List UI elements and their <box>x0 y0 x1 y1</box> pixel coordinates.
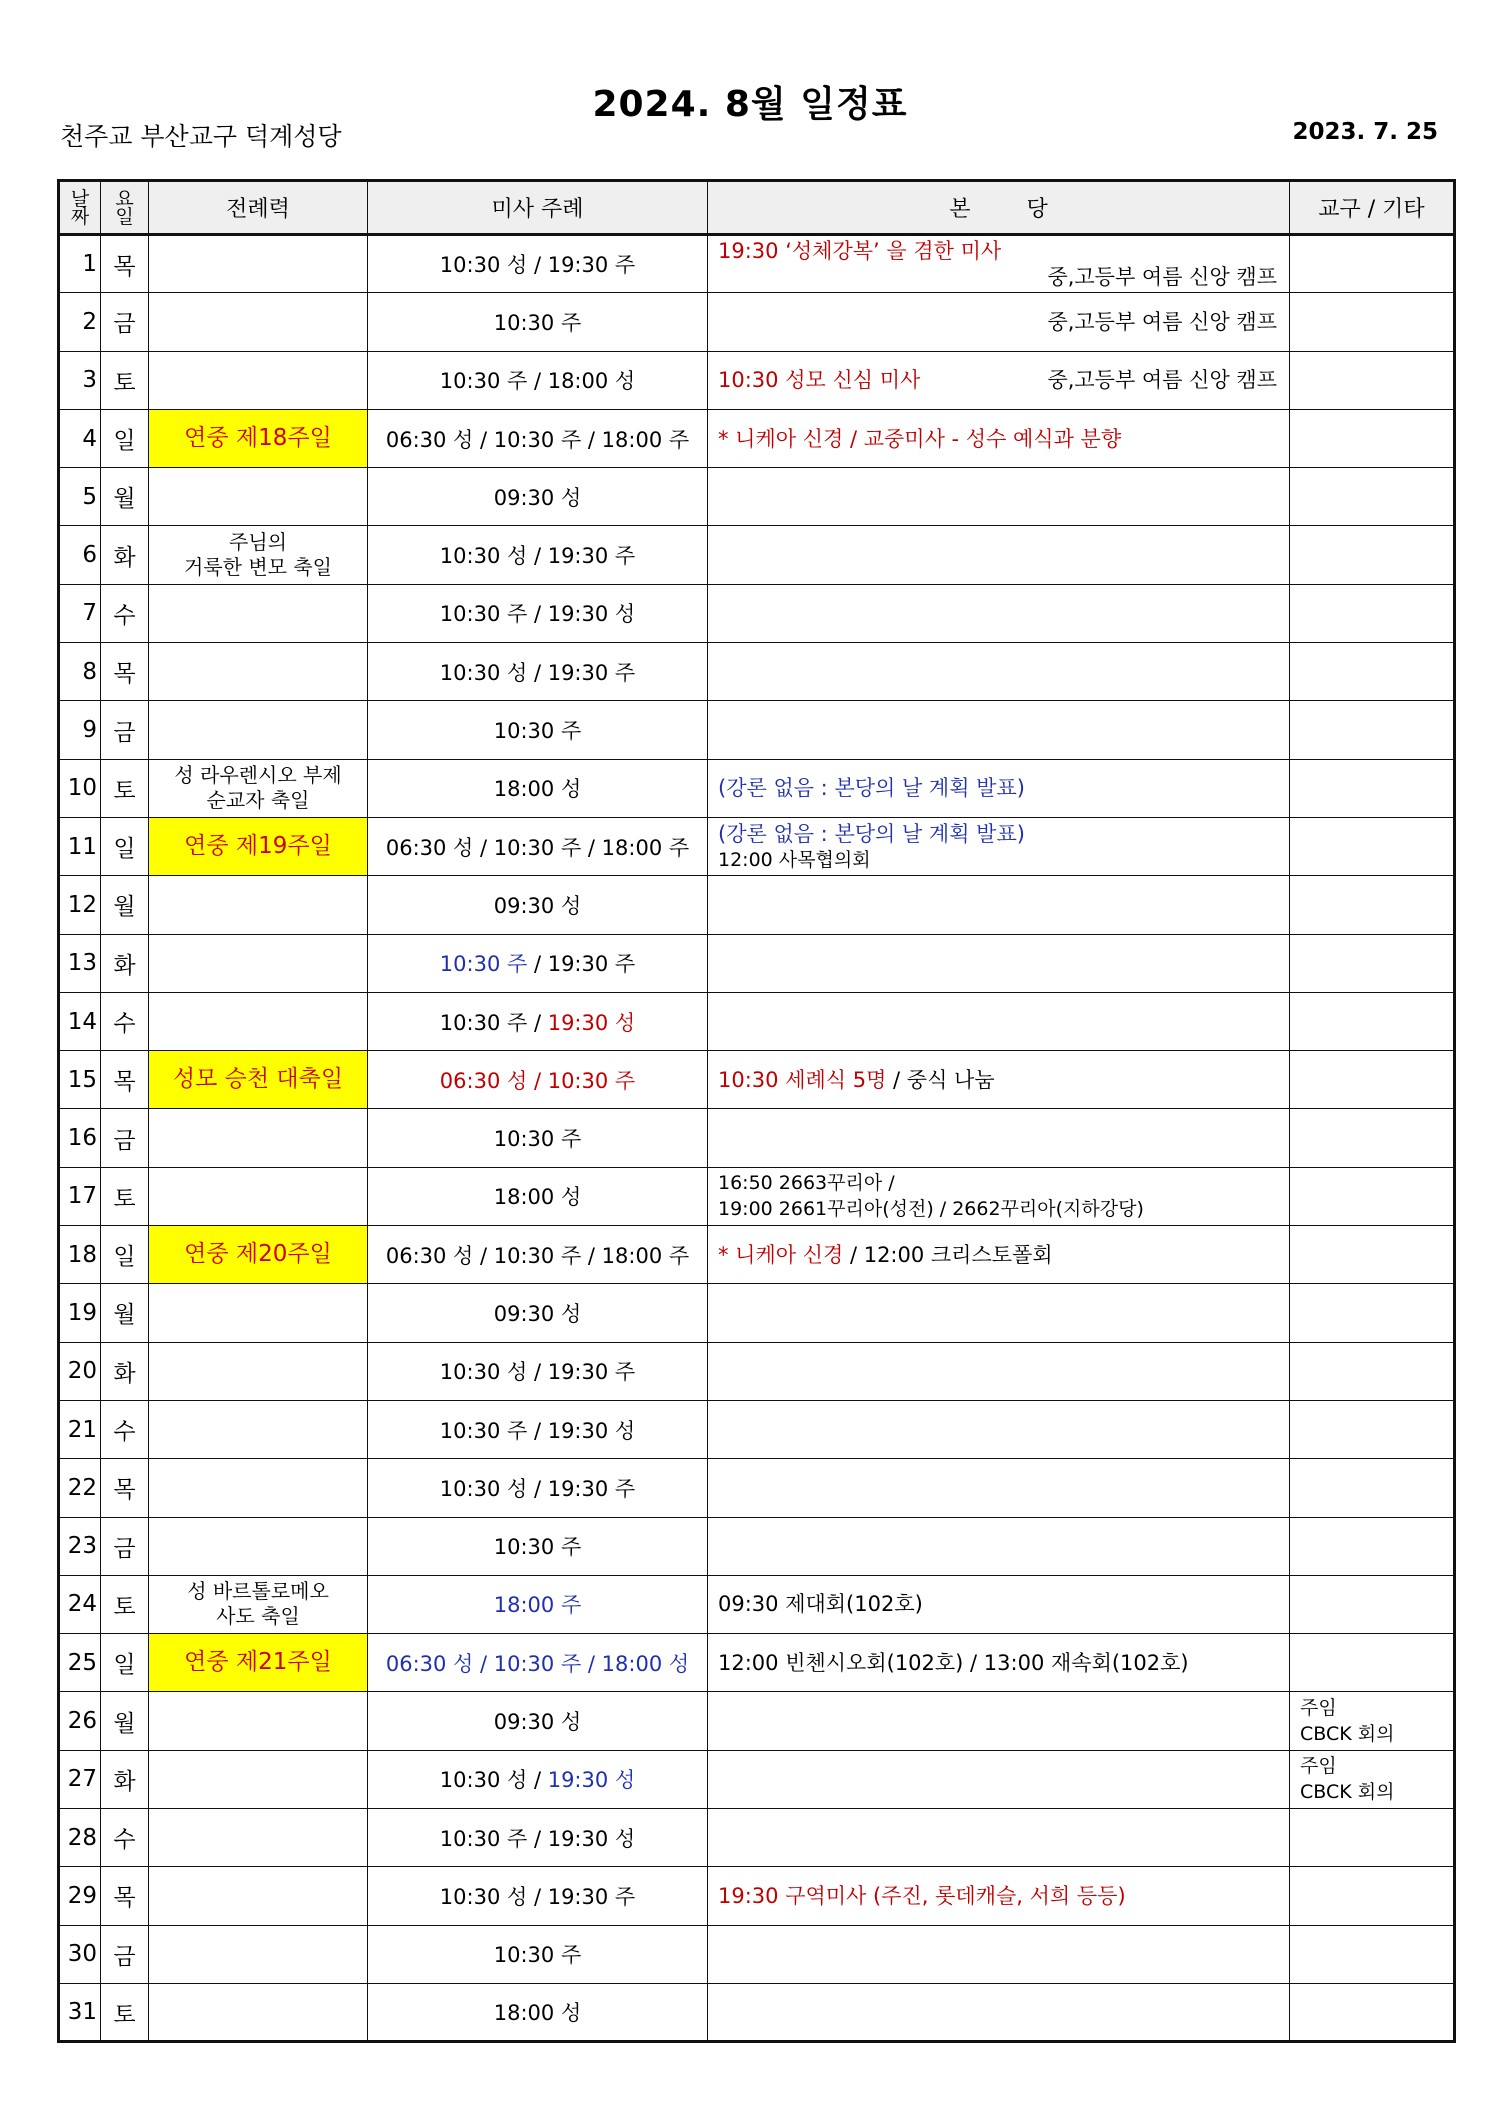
mass-cell: 10:30 성 / 19:30 주 <box>368 1459 708 1517</box>
day-cell: 18 <box>59 1226 101 1284</box>
table-row <box>59 1109 1455 1167</box>
main-line-2: 중,고등부 여름 신앙 캠프 <box>1047 265 1277 290</box>
mass-cell: 06:30 성 / 10:30 주 <box>368 1051 708 1109</box>
mass-cell: 10:30 주 <box>368 701 708 759</box>
header-dow: 요 일 <box>101 181 149 235</box>
header-day: 날 짜 <box>59 181 101 235</box>
day-cell: 10 <box>59 759 101 817</box>
mass-cell: 10:30 주 <box>368 1109 708 1167</box>
mass-cell: 18:00 성 <box>368 1167 708 1225</box>
day-cell: 7 <box>59 584 101 642</box>
other-cell <box>1290 1226 1455 1284</box>
day-cell: 9 <box>59 701 101 759</box>
main-cell <box>708 1167 1290 1225</box>
liturgy-cell <box>149 1400 368 1458</box>
main-line-1: (강론 없음 : 본당의 날 계획 발표) <box>718 821 1025 846</box>
dow-cell: 목 <box>101 1459 149 1517</box>
dow-cell: 수 <box>101 992 149 1050</box>
other-cell <box>1290 1809 1455 1867</box>
main-cell <box>708 1692 1290 1750</box>
liturgy-cell: 연중 제19주일 <box>149 817 368 875</box>
dow-cell: 금 <box>101 701 149 759</box>
dow-cell: 토 <box>101 1983 149 2041</box>
other-cell <box>1290 1983 1455 2041</box>
mass-cell: 06:30 성 / 10:30 주 / 18:00 주 <box>368 1226 708 1284</box>
liturgy-cell <box>149 1925 368 1983</box>
mass-cell: 09:30 성 <box>368 1692 708 1750</box>
liturgy-cell <box>149 584 368 642</box>
main-cell <box>708 817 1290 875</box>
other-cell <box>1290 584 1455 642</box>
dow-cell: 화 <box>101 1342 149 1400</box>
other-cell <box>1290 1634 1455 1692</box>
dow-cell: 일 <box>101 409 149 467</box>
liturgy-cell <box>149 468 368 526</box>
mass-cell: 10:30 주 / 19:30 성 <box>368 992 708 1050</box>
table-row <box>59 1226 1455 1284</box>
main-cell: * 니케아 신경 / 교중미사 - 성수 예식과 분향 <box>708 409 1290 467</box>
dow-cell: 수 <box>101 1809 149 1867</box>
day-cell: 16 <box>59 1109 101 1167</box>
day-cell: 27 <box>59 1750 101 1808</box>
day-cell: 12 <box>59 876 101 934</box>
main-cell: 12:00 빈첸시오회(102호) / 13:00 재속회(102호) <box>708 1634 1290 1692</box>
day-cell: 31 <box>59 1983 101 2041</box>
day-cell: 8 <box>59 643 101 701</box>
day-cell: 11 <box>59 817 101 875</box>
main-cell: * 니케아 신경 / 12:00 크리스토폴회 <box>708 1226 1290 1284</box>
liturgy-cell <box>149 351 368 409</box>
other-cell <box>1290 992 1455 1050</box>
other-cell <box>1290 1109 1455 1167</box>
main-cell <box>708 351 1290 409</box>
table-row <box>59 1575 1455 1633</box>
table-row <box>59 1867 1455 1925</box>
liturgy-cell: 연중 제20주일 <box>149 1226 368 1284</box>
dow-cell: 월 <box>101 1284 149 1342</box>
liturgy-cell <box>149 1750 368 1808</box>
mass-cell: 10:30 주 / 19:30 주 <box>368 934 708 992</box>
day-cell: 13 <box>59 934 101 992</box>
table-row <box>59 934 1455 992</box>
dow-cell: 목 <box>101 1867 149 1925</box>
other-cell <box>1290 759 1455 817</box>
main-cell: 10:30 세례식 5명 / 중식 나눔 <box>708 1051 1290 1109</box>
main-line-1: 10:30 성모 신심 미사 <box>718 368 921 393</box>
mass-cell: 18:00 성 <box>368 1983 708 2041</box>
day-cell: 3 <box>59 351 101 409</box>
mass-cell: 06:30 성 / 10:30 주 / 18:00 주 <box>368 409 708 467</box>
day-cell: 21 <box>59 1400 101 1458</box>
header-main: 본 당 <box>708 181 1290 235</box>
main-cell <box>708 1983 1290 2041</box>
other-cell <box>1290 1342 1455 1400</box>
day-cell: 17 <box>59 1167 101 1225</box>
other-cell <box>1290 351 1455 409</box>
mass-cell: 10:30 주 / 18:00 성 <box>368 351 708 409</box>
mass-cell: 10:30 주 / 19:30 성 <box>368 1400 708 1458</box>
table-row <box>59 409 1455 467</box>
dow-cell: 일 <box>101 817 149 875</box>
day-cell: 22 <box>59 1459 101 1517</box>
other-cell <box>1290 701 1455 759</box>
main-cell <box>708 1459 1290 1517</box>
dow-cell: 금 <box>101 1517 149 1575</box>
mass-cell: 10:30 성 / 19:30 주 <box>368 643 708 701</box>
mass-cell: 10:30 성 / 19:30 주 <box>368 526 708 584</box>
table-row <box>59 351 1455 409</box>
liturgy-cell: 연중 제21주일 <box>149 1634 368 1692</box>
dow-cell: 토 <box>101 351 149 409</box>
table-row <box>59 1750 1455 1808</box>
liturgy-cell <box>149 1459 368 1517</box>
liturgy-cell <box>149 643 368 701</box>
main-cell <box>708 992 1290 1050</box>
table-row <box>59 1809 1455 1867</box>
dow-cell: 화 <box>101 526 149 584</box>
mass-cell: 10:30 주 <box>368 293 708 351</box>
day-cell: 2 <box>59 293 101 351</box>
table-row <box>59 817 1455 875</box>
main-cell <box>708 1517 1290 1575</box>
day-cell: 25 <box>59 1634 101 1692</box>
dow-cell: 목 <box>101 235 149 293</box>
main-cell <box>708 1109 1290 1167</box>
header-liturgy: 전례력 <box>149 181 368 235</box>
table-row <box>59 1051 1455 1109</box>
other-cell <box>1290 1284 1455 1342</box>
dow-cell: 토 <box>101 1167 149 1225</box>
main-line-1: 19:30 ‘성체강복’ 을 겸한 미사 <box>718 239 1002 264</box>
liturgy-cell: 연중 제18주일 <box>149 409 368 467</box>
liturgy-cell <box>149 1167 368 1225</box>
other-cell <box>1290 1925 1455 1983</box>
main-cell <box>708 1284 1290 1342</box>
page-title: 2024. 8월 일정표 <box>592 84 908 125</box>
main-cell: 19:30 구역미사 (주진, 롯데캐슬, 서희 등등) <box>708 1867 1290 1925</box>
main-cell <box>708 701 1290 759</box>
day-cell: 14 <box>59 992 101 1050</box>
day-cell: 26 <box>59 1692 101 1750</box>
table-row <box>59 876 1455 934</box>
main-line-1: 16:50 2663꾸리아 / <box>718 1172 895 1195</box>
dow-cell: 일 <box>101 1634 149 1692</box>
liturgy-cell <box>149 1517 368 1575</box>
liturgy-cell: 성모 승천 대축일 <box>149 1051 368 1109</box>
table-row <box>59 701 1455 759</box>
mass-cell: 10:30 성 / 19:30 주 <box>368 1342 708 1400</box>
liturgy-cell <box>149 1809 368 1867</box>
other-cell <box>1290 235 1455 293</box>
other-cell <box>1290 409 1455 467</box>
liturgy-cell: 주님의 거룩한 변모 축일 <box>149 526 368 584</box>
main-cell <box>708 1400 1290 1458</box>
main-cell <box>708 1342 1290 1400</box>
other-cell <box>1290 817 1455 875</box>
dow-cell: 목 <box>101 1051 149 1109</box>
liturgy-cell <box>149 701 368 759</box>
day-cell: 28 <box>59 1809 101 1867</box>
table-row <box>59 1925 1455 1983</box>
main-cell: 09:30 제대회(102호) <box>708 1575 1290 1633</box>
day-cell: 30 <box>59 1925 101 1983</box>
liturgy-cell <box>149 1867 368 1925</box>
dow-cell: 월 <box>101 876 149 934</box>
main-cell <box>708 1809 1290 1867</box>
other-cell <box>1290 1867 1455 1925</box>
table-row <box>59 1692 1455 1750</box>
liturgy-cell <box>149 992 368 1050</box>
mass-cell: 10:30 주 <box>368 1517 708 1575</box>
main-cell <box>708 584 1290 642</box>
main-cell <box>708 1750 1290 1808</box>
table-row <box>59 293 1455 351</box>
main-line-2: 중,고등부 여름 신앙 캠프 <box>1047 368 1277 393</box>
day-cell: 20 <box>59 1342 101 1400</box>
mass-cell: 09:30 성 <box>368 468 708 526</box>
liturgy-cell <box>149 1342 368 1400</box>
table-row <box>59 526 1455 584</box>
main-line-2: 중,고등부 여름 신앙 캠프 <box>1047 309 1277 334</box>
dow-cell: 수 <box>101 1400 149 1458</box>
table-row <box>59 1342 1455 1400</box>
liturgy-cell <box>149 1109 368 1167</box>
mass-cell: 10:30 주 / 19:30 성 <box>368 1809 708 1867</box>
dow-cell: 토 <box>101 759 149 817</box>
mass-cell: 09:30 성 <box>368 876 708 934</box>
day-cell: 5 <box>59 468 101 526</box>
main-cell <box>708 1925 1290 1983</box>
day-cell: 19 <box>59 1284 101 1342</box>
schedule-table <box>57 179 1456 2043</box>
mass-cell: 10:30 성 / 19:30 성 <box>368 1750 708 1808</box>
other-cell <box>1290 876 1455 934</box>
main-cell <box>708 235 1290 293</box>
table-row <box>59 584 1455 642</box>
main-cell <box>708 934 1290 992</box>
other-cell <box>1290 293 1455 351</box>
table-row <box>59 1400 1455 1458</box>
mass-cell: 09:30 성 <box>368 1284 708 1342</box>
main-cell <box>708 526 1290 584</box>
table-row <box>59 1284 1455 1342</box>
mass-cell: 06:30 성 / 10:30 주 / 18:00 성 <box>368 1634 708 1692</box>
table-row <box>59 1459 1455 1517</box>
header-mass: 미사 주례 <box>368 181 708 235</box>
mass-cell: 10:30 주 / 19:30 성 <box>368 584 708 642</box>
day-cell: 29 <box>59 1867 101 1925</box>
mass-cell: 06:30 성 / 10:30 주 / 18:00 주 <box>368 817 708 875</box>
mass-cell: 10:30 성 / 19:30 주 <box>368 235 708 293</box>
liturgy-cell <box>149 235 368 293</box>
dow-cell: 화 <box>101 1750 149 1808</box>
table-row <box>59 1167 1455 1225</box>
dow-cell: 금 <box>101 293 149 351</box>
other-cell <box>1290 1167 1455 1225</box>
other-cell <box>1290 934 1455 992</box>
other-cell: 주임 CBCK 회의 <box>1290 1692 1455 1750</box>
dow-cell: 월 <box>101 468 149 526</box>
table-row <box>59 759 1455 817</box>
liturgy-cell <box>149 1692 368 1750</box>
liturgy-cell <box>149 1284 368 1342</box>
day-cell: 23 <box>59 1517 101 1575</box>
day-cell: 1 <box>59 235 101 293</box>
day-cell: 24 <box>59 1575 101 1633</box>
other-cell <box>1290 643 1455 701</box>
other-cell <box>1290 1575 1455 1633</box>
liturgy-cell: 성 라우렌시오 부제 순교자 축일 <box>149 759 368 817</box>
mass-cell: 18:00 성 <box>368 759 708 817</box>
other-cell <box>1290 1517 1455 1575</box>
table-row <box>59 235 1455 293</box>
other-cell <box>1290 526 1455 584</box>
header-row <box>59 181 1455 235</box>
table-row <box>59 468 1455 526</box>
main-cell <box>708 643 1290 701</box>
dow-cell: 월 <box>101 1692 149 1750</box>
main-cell <box>708 876 1290 934</box>
liturgy-cell: 성 바르톨로메오 사도 축일 <box>149 1575 368 1633</box>
dow-cell: 금 <box>101 1925 149 1983</box>
main-cell <box>708 468 1290 526</box>
other-cell <box>1290 468 1455 526</box>
document-date: 2023. 7. 25 <box>1292 119 1438 145</box>
dow-cell: 목 <box>101 643 149 701</box>
other-cell <box>1290 1459 1455 1517</box>
liturgy-cell <box>149 293 368 351</box>
table-row <box>59 992 1455 1050</box>
liturgy-cell <box>149 1983 368 2041</box>
other-cell <box>1290 1051 1455 1109</box>
day-cell: 6 <box>59 526 101 584</box>
dow-cell: 수 <box>101 584 149 642</box>
main-cell <box>708 293 1290 351</box>
dow-cell: 금 <box>101 1109 149 1167</box>
main-line-2: 19:00 2661꾸리아(성전) / 2662꾸리아(지하강당) <box>718 1198 1144 1221</box>
parish-name: 천주교 부산교구 덕계성당 <box>60 122 342 151</box>
header-other: 교구 / 기타 <box>1290 181 1455 235</box>
mass-cell: 10:30 성 / 19:30 주 <box>368 1867 708 1925</box>
day-cell: 15 <box>59 1051 101 1109</box>
table-row <box>59 1517 1455 1575</box>
dow-cell: 일 <box>101 1226 149 1284</box>
dow-cell: 화 <box>101 934 149 992</box>
main-line-2: 12:00 사목협의회 <box>718 848 871 871</box>
main-cell: (강론 없음 : 본당의 날 계획 발표) <box>708 759 1290 817</box>
table-row <box>59 1983 1455 2041</box>
liturgy-cell <box>149 934 368 992</box>
other-cell: 주임 CBCK 회의 <box>1290 1750 1455 1808</box>
day-cell: 4 <box>59 409 101 467</box>
mass-cell: 10:30 주 <box>368 1925 708 1983</box>
table-row <box>59 1634 1455 1692</box>
table-row <box>59 643 1455 701</box>
dow-cell: 토 <box>101 1575 149 1633</box>
liturgy-cell <box>149 876 368 934</box>
mass-cell: 18:00 주 <box>368 1575 708 1633</box>
other-cell <box>1290 1400 1455 1458</box>
